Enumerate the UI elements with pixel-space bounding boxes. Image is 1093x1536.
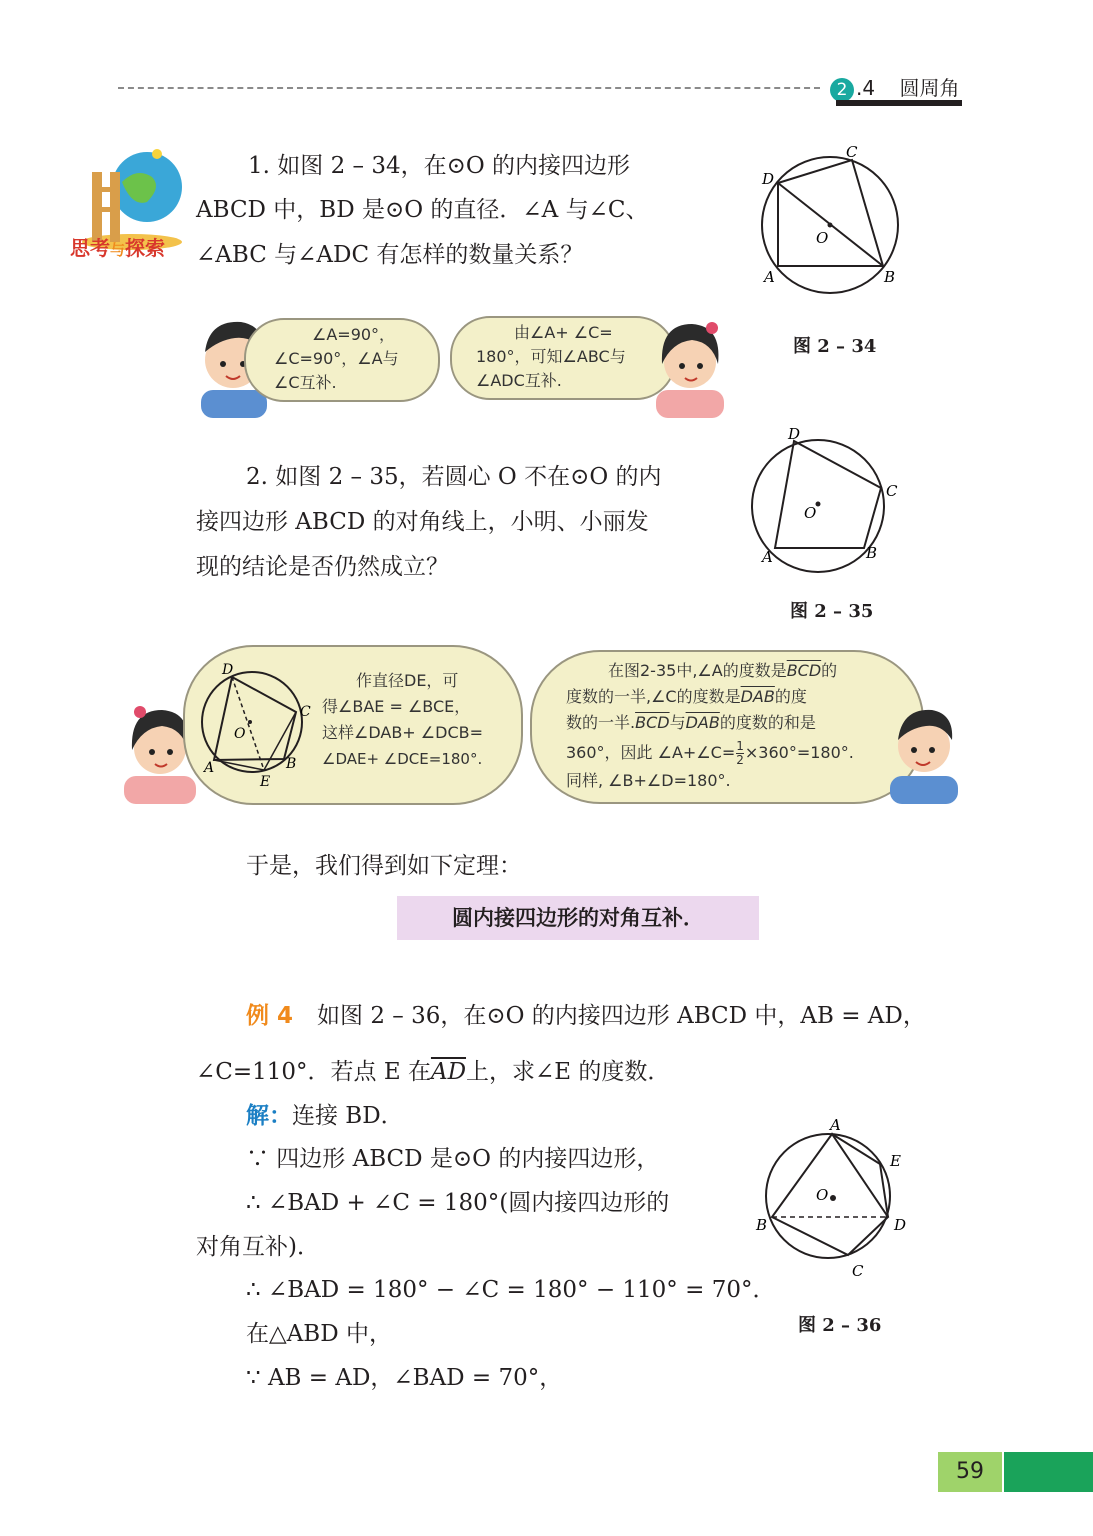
- bubble-boy-2-line-1b: 的: [821, 661, 838, 680]
- section-number-badge: 2: [830, 78, 854, 102]
- arc-dab-2: $\overline{DAB}$: [685, 713, 720, 732]
- fig36-label-e: E: [890, 1152, 901, 1170]
- bubble-label-c: C: [300, 704, 311, 720]
- bubble-girl-1-line-3: ∠ADC互补.: [476, 371, 562, 390]
- conclusion-intro: 于是，我们得到如下定理：: [246, 853, 522, 879]
- bubble-boy-2-line-3mid: 与: [669, 713, 686, 732]
- bubble-boy-2-line-1a: 在图2-35中,∠A的度数是: [608, 661, 787, 680]
- example-line-2: [196, 1050, 670, 1095]
- fig36-label-o: O: [816, 1186, 829, 1204]
- q1-line-1: 1. 如图 2 – 34，在⊙O 的内接四边形: [248, 153, 631, 179]
- fig36-label-b: B: [756, 1216, 768, 1234]
- fraction-one-half: [736, 740, 744, 767]
- page-number-bar: [1004, 1452, 1093, 1492]
- bubble-boy-2-line-3b: 的度数的和是: [719, 713, 816, 732]
- badge-word-3: 探索: [125, 236, 166, 260]
- bubble-boy-2-line-3a: 数的一半.: [566, 713, 636, 732]
- bubble-label-b: B: [286, 756, 297, 772]
- bubble-boy-2-line-2: [566, 684, 807, 710]
- header-divider: [118, 87, 820, 89]
- bubble-label-a: A: [204, 760, 215, 776]
- fig34-label-b: B: [884, 268, 896, 286]
- boy-avatar-icon: [884, 696, 964, 804]
- bubble-boy-2-line-1: [608, 658, 837, 684]
- solution-step-2: ∵ 四边形 ABCD 是⊙O 的内接四边形，: [246, 1146, 660, 1172]
- arc-dab: $\overline{DAB}$: [740, 687, 775, 706]
- section-header: [830, 72, 959, 102]
- figure-2-34: [750, 140, 920, 300]
- example-line-1-text: 如图 2 – 36，在⊙O 的内接四边形 ABCD 中，AB = AD，: [317, 1003, 926, 1029]
- solution-step-1: 连接 BD．: [292, 1103, 404, 1129]
- fig35-label-c: C: [886, 482, 898, 500]
- fraction-numerator: 1: [736, 739, 744, 753]
- bubble-girl-2-line-1: 作直径DE，可: [356, 671, 459, 690]
- bubble-girl-1-line-2: 180°，可知∠ABC与: [476, 347, 626, 366]
- fig36-label-c: C: [852, 1262, 864, 1280]
- solution-step-4: ∴ ∠BAD = 180° − ∠C = 180° − 110° = 70°．: [246, 1277, 776, 1303]
- fig34-label-o: O: [816, 229, 829, 247]
- fig34-label-d: D: [762, 170, 775, 188]
- fig35-label-a: A: [762, 548, 773, 566]
- section-title: 圆周角: [899, 76, 960, 100]
- bubble-boy-1-line-3: ∠C互补.: [274, 373, 337, 392]
- bubble-boy-2-line-4: [566, 740, 854, 767]
- bubble-label-o: O: [234, 726, 246, 742]
- example-line-2b: 上，求∠E 的度数．: [466, 1059, 671, 1085]
- q1-line-2: ABCD 中，BD 是⊙O 的直径．∠A 与∠C、: [196, 197, 649, 223]
- example-line-1: [246, 994, 926, 1039]
- theorem-box: 圆内接四边形的对角互补．: [397, 896, 759, 940]
- arc-bcd-2: $\overline{BCD}$: [635, 713, 670, 732]
- solution-step-5: 在△ABD 中，: [246, 1321, 392, 1347]
- bubble-girl-2-line-4: ∠DAE+ ∠DCE=180°.: [322, 750, 483, 768]
- example-line-2a: ∠C=110°．若点 E 在: [196, 1059, 431, 1085]
- bubble-boy-1-line-2: ∠C=90°，∠A与: [274, 349, 399, 368]
- girl-avatar-icon: [650, 312, 730, 418]
- bubble-boy-2-line-3: [566, 710, 816, 736]
- fig36-caption: 图 2 – 36: [798, 1315, 882, 1336]
- q2-line-1: 2. 如图 2 – 35，若圆心 O 不在⊙O 的内: [246, 464, 662, 490]
- bubble-girl-2-line-3: 这样∠DAB+ ∠DCB=: [322, 723, 484, 742]
- badge-word-2: 与: [110, 241, 126, 259]
- figure-2-35: [748, 424, 918, 574]
- fig34-caption: 图 2 – 34: [793, 336, 877, 357]
- bubble-boy-2-line-2b: 的度: [774, 687, 807, 706]
- badge-word-1: 思考: [70, 236, 110, 260]
- solution-label: 解：: [246, 1102, 292, 1129]
- q1-line-3: ∠ABC 与∠ADC 有怎样的数量关系？: [196, 242, 584, 268]
- bubble-girl-1-line-1: 由∠A+ ∠C=: [514, 323, 613, 342]
- fig35-label-b: B: [866, 544, 878, 562]
- bubble-label-e: E: [260, 774, 271, 790]
- solution-line-1: [246, 1093, 404, 1139]
- arc-bcd: $\overline{BCD}$: [786, 661, 822, 680]
- think-explore-label: [70, 232, 165, 261]
- fig35-label-d: D: [788, 425, 801, 443]
- bubble-label-d: D: [222, 662, 234, 678]
- fig35-label-o: O: [804, 504, 817, 522]
- bubble-girl-2-line-2: 得∠BAE = ∠BCE，: [322, 697, 471, 716]
- q2-line-3: 现的结论是否仍然成立？: [196, 554, 449, 580]
- solution-step-3b: 对角互补)．: [196, 1234, 320, 1260]
- fig36-label-d: D: [894, 1216, 907, 1234]
- header-underline: [836, 100, 962, 106]
- fig34-label-a: A: [764, 268, 775, 286]
- bubble-boy-2-line-2a: 度数的一半,∠C的度数是: [566, 687, 741, 706]
- fraction-denominator: 2: [736, 753, 744, 767]
- bubble-boy-2-line-5: 同样, ∠B+∠D=180°.: [566, 771, 731, 790]
- solution-step-6: ∵ AB = AD，∠BAD = 70°，: [246, 1365, 563, 1391]
- bubble-boy-2-line-4b: ×360°=180°.: [744, 743, 854, 762]
- fig34-label-c: C: [846, 143, 858, 161]
- fig35-caption: 图 2 – 35: [790, 601, 874, 622]
- bubble-diagram-de: [196, 660, 320, 790]
- solution-step-3: ∴ ∠BAD + ∠C = 180°(圆内接四边形的: [246, 1190, 670, 1216]
- bubble-boy-1-line-1: ∠A=90°，: [312, 325, 396, 344]
- fig36-label-a: A: [830, 1116, 841, 1134]
- example-label: 例 4: [246, 1003, 294, 1029]
- bubble-boy-2-line-4a: 360°，因此 ∠A+∠C=: [566, 743, 736, 762]
- arc-ad: $\overline{AD}$: [430, 1059, 467, 1085]
- q2-line-2: 接四边形 ABCD 的对角线上，小明、小丽发: [196, 509, 649, 535]
- section-number-rest: .4: [856, 76, 876, 100]
- page-number: 59: [938, 1452, 1002, 1492]
- figure-2-36: [752, 1114, 922, 1284]
